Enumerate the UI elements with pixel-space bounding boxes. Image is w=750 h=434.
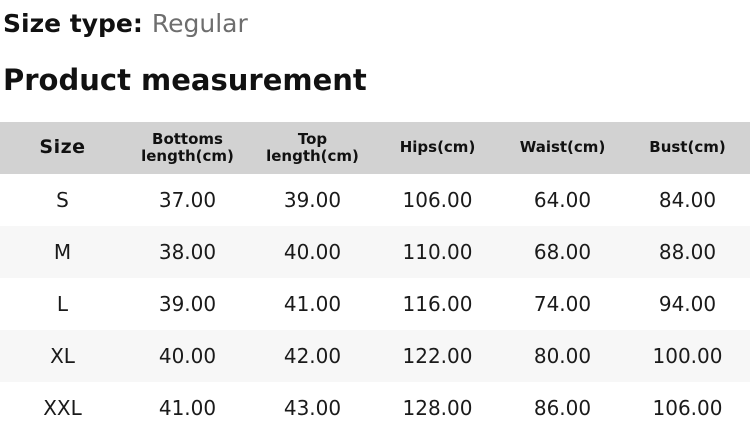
measurement-cell: 74.00 xyxy=(533,291,592,316)
measurement-cell: 42.00 xyxy=(283,343,342,368)
measurement-cell: 38.00 xyxy=(158,239,217,264)
measurement-cell: 122.00 xyxy=(402,343,473,368)
measurement-cell: 37.00 xyxy=(158,187,217,212)
table-row xyxy=(0,226,750,278)
measurement-cell: 68.00 xyxy=(533,239,592,264)
size-type-label: Size type: xyxy=(3,9,143,38)
measurement-cell: 39.00 xyxy=(158,291,217,316)
table-header-row xyxy=(0,122,750,174)
measurement-cell: 41.00 xyxy=(283,291,342,316)
measurement-cell: 86.00 xyxy=(533,395,592,420)
column-header: Waist(cm) xyxy=(519,138,606,157)
measurement-cell: 40.00 xyxy=(158,343,217,368)
column-header-size: Size xyxy=(39,135,86,158)
measurement-cell: 100.00 xyxy=(652,343,723,368)
measurement-cell: 88.00 xyxy=(658,239,717,264)
size-cell: M xyxy=(53,239,72,264)
size-type-value: Regular xyxy=(151,9,248,38)
size-cell: XXL xyxy=(43,395,82,420)
measurement-cell: 106.00 xyxy=(402,187,473,212)
measurement-cell: 116.00 xyxy=(402,291,473,316)
measurement-cell: 41.00 xyxy=(158,395,217,420)
column-header: Bottoms length(cm) xyxy=(141,129,234,165)
size-cell: L xyxy=(56,291,69,316)
measurement-cell: 39.00 xyxy=(283,187,342,212)
table-row xyxy=(0,382,750,434)
measurement-cell: 110.00 xyxy=(402,239,473,264)
size-cell: S xyxy=(56,187,69,212)
measurement-cell: 84.00 xyxy=(658,187,717,212)
column-header: Bust(cm) xyxy=(649,138,726,157)
measurement-cell: 80.00 xyxy=(533,343,592,368)
measurement-cell: 128.00 xyxy=(402,395,473,420)
product-measurement-table xyxy=(0,122,750,434)
product-measurement-title: Product measurement xyxy=(3,63,367,97)
measurement-cell: 64.00 xyxy=(533,187,592,212)
size-type-line xyxy=(3,9,750,39)
measurement-cell: 43.00 xyxy=(283,395,342,420)
measurement-cell: 94.00 xyxy=(658,291,717,316)
table-row xyxy=(0,330,750,382)
size-cell: XL xyxy=(50,343,75,368)
table-row xyxy=(0,174,750,226)
column-header: Top length(cm) xyxy=(266,129,359,165)
measurement-cell: 106.00 xyxy=(652,395,723,420)
measurement-cell: 40.00 xyxy=(283,239,342,264)
table-row xyxy=(0,278,750,330)
column-header: Hips(cm) xyxy=(399,138,476,157)
